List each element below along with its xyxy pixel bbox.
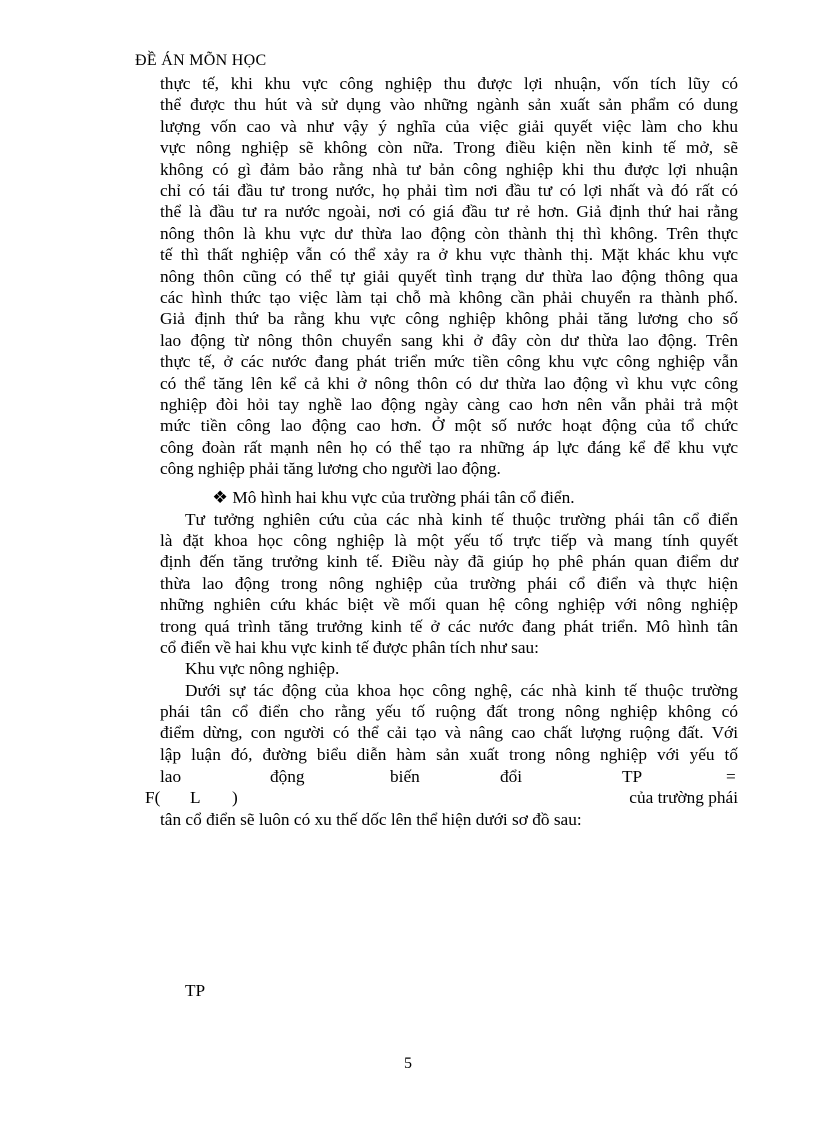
text-line: điểm dừng, con người có thể cải tạo và nâng cao chất lượng ruộng đất. Với (160, 723, 738, 743)
paragraph-agriculture-last-line: tân cổ điển sẽ luôn có xu thế dốc lên thể hiện dưới sơ đồ sau: (160, 810, 582, 829)
page-number: 5 (404, 1055, 412, 1072)
text-line: thực tế, ở các nước đang phát triển mức tiền công khu vực công nghiệp vẫn (160, 352, 738, 372)
text-line: nghiệp đòi hỏi tay nghề lao động ngày càng cao hơn nên vẫn phải trả một (160, 395, 738, 414)
text-line: chỉ có tái đầu tư trong nước, họ phải tìm nơi đầu tư có lợi nhất và đó rất có (160, 181, 738, 200)
bullet-heading (212, 487, 575, 508)
text-line: là đặt khoa học công nghiệp là một yếu tố trực tiếp và mang tính quyết (160, 531, 738, 550)
text-line: các hình thức tạo việc làm tại chỗ mà không cần phải chuyển ra thành phố. (160, 288, 738, 307)
text-line: định đến tăng trưởng kinh tế. Điều này đã giúp họ phê phán quan điểm dư (160, 552, 738, 572)
text-line: nông thôn là khu vực dư thừa lao động còn thành thị thì không. Trên thực (160, 223, 738, 243)
text-line: lao động từ nông thôn chuyển sang khi ở đây còn dư thừa lao động. Trên (160, 330, 738, 350)
formula-close-paren: ) (232, 788, 238, 807)
formula-word: động (270, 767, 305, 786)
text-line: thể được thu hút và sử dụng vào những ngành sản xuất sản phẩm có dung (160, 95, 738, 115)
formula-tp: TP (622, 767, 643, 786)
formula-word: lao (160, 767, 182, 786)
text-line: thừa lao động trong nông nghiệp của trường phái cổ điển và thực hiện (160, 573, 738, 593)
formula-function: F( (145, 788, 161, 807)
text-line: Giả định thứ ba rằng khu vực công nghiệp không phải tăng lương cho số (160, 309, 738, 329)
text-line: tế thì thất nghiệp vẫn có thể xảy ra ở khu vực thành thị. Mặt khác khu vực (160, 245, 738, 265)
formula-word: biến (390, 767, 420, 786)
text-line: công đoàn rất mạnh nên họ có thể tạo ra những áp lực đáng kể để khu vực (160, 437, 738, 457)
formula-row-1 (160, 766, 738, 787)
text-line: thể là đầu tư ra nước ngoài, nơi có giá đầu tư rẻ hơn. Giả định thứ hai rằng (160, 202, 738, 222)
section-subheading: Khu vực nông nghiệp. (185, 659, 340, 678)
formula-row-2 (145, 787, 738, 808)
diagram-axis-label: TP (185, 981, 206, 1000)
text-line: thực tế, khi khu vực công nghiệp thu được lợi nhuận, vốn tích lũy có (160, 74, 738, 93)
text-line: không có gì đảm bảo rằng nhà tư bản công nghiệp khi thu được lợi nhuận (160, 159, 738, 179)
text-line: mức tiền công lao động cao hơn. Ở một số nước hoạt động của tổ chức (160, 416, 738, 436)
bullet-heading-text: Mô hình hai khu vực của trường phái tân cổ điển. (232, 488, 575, 507)
diamond-bullet-icon: ❖ (212, 488, 228, 507)
text-line: vực nông nghiệp sẽ không còn nữa. Trong điều kiện nền kinh tế mở, sẽ (160, 138, 738, 158)
text-line: phái tân cổ điển cho rằng yếu tố ruộng đất trong nông nghiệp không có (160, 702, 738, 721)
formula-tail-text: của trường phái (629, 788, 738, 807)
text-line: trong quá trình tăng trưởng kinh tế ở các nước đang phát triển. Mô hình tân (160, 616, 738, 636)
text-line: có thể tăng lên kể cả khi ở nông thôn có dư thừa lao động vì khu vực công (160, 373, 738, 393)
text-line: nông thôn cũng có thể tự giải quyết tình trạng dư thừa lao động thông qua (160, 266, 738, 286)
paragraph-neoclassical-first-line: Tư tưởng nghiên cứu của các nhà kinh tế thuộc trường phái tân cổ điển (185, 510, 738, 529)
text-line: những nghiên cứu khác biệt về mối quan hệ công nghiệp với nông nghiệp (160, 595, 738, 615)
formula-equals: = (726, 767, 736, 786)
paragraph-agriculture-first-line: Dưới sự tác động của khoa học công nghệ, các nhà kinh tế thuộc trường (185, 681, 738, 700)
text-line: lượng vốn cao và như vậy ý nghĩa của việc giải quyết việc làm cho khu (160, 116, 738, 136)
page-header: ĐỀ ÁN MÕN HỌC (135, 52, 267, 69)
text-line: công nghiệp phải tăng lương cho người lao động. (160, 459, 501, 479)
text-line: cổ điển về hai khu vực kinh tế được phân tích như sau: (160, 638, 539, 657)
formula-word: đổi (500, 767, 523, 786)
text-line: lập luận đó, đường biểu diễn hàm sản xuất trong nông nghiệp với yếu tố (160, 744, 738, 764)
formula-variable: L (190, 788, 201, 807)
